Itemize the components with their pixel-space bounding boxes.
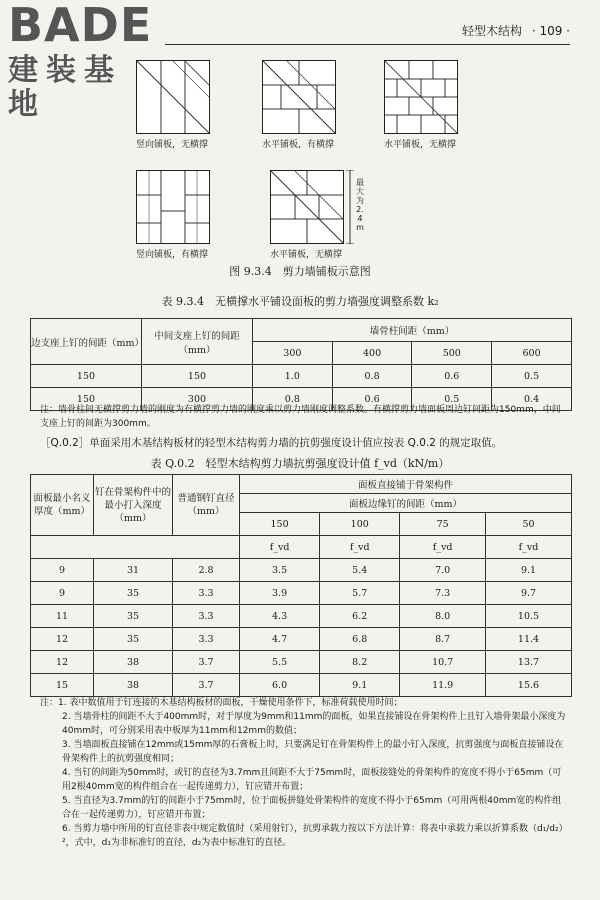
table-cell: 9 [31,582,94,605]
note-item: 3. 当墙面板直接铺在12mm或15mm厚的石膏板上时，只要满足钉在骨架构件上的最小钉入深度，抗剪强度与面板直接铺设在骨架构件上的抗剪强度相同； [62,740,564,764]
table2 [30,474,572,697]
table-cell: 6.2 [320,605,400,628]
figure-panel-horizontal-dimension [270,170,344,244]
table-cell: 8.2 [320,651,400,674]
table-cell: 10.7 [400,651,486,674]
table-cell: 10.5 [486,605,572,628]
table-cell: 35 [94,628,173,651]
table-cell: 5.7 [320,582,400,605]
figure-panel-horizontal-no-blocking [384,60,458,134]
table-cell: 2.8 [173,559,240,582]
table-cell: 0.8 [253,388,333,411]
table-cell: 3.3 [173,582,240,605]
table-cell: 0.5 [412,388,492,411]
table-cell: 35 [94,605,173,628]
table1-title: 表 9.3.4 无横撑水平铺设面板的剪力墙强度调整系数 k₂ [161,295,439,308]
table-cell: 3.3 [173,628,240,651]
table2-title: 表 Q.0.2 轻型木结构剪力墙抗剪强度设计值 f_vd（kN/m） [150,457,450,470]
note-item: 6. 当剪力墙中所用的钉直径非表中规定数值时（采用射钉），抗剪承载力按以下方法计算：将表中承载力乘以折算系数（d₁/d₂）²，式中，d₁为非标准钉的直径，d₂为表中标准钉的直径。 [62,824,568,848]
table-cell: 3.7 [173,651,240,674]
table-cell: 11.4 [486,628,572,651]
logo-text: BADE [8,0,153,52]
table-cell: 12 [31,628,94,651]
table-cell: 300 [142,388,253,411]
table2-header-diameter: 普通钢钉直径（mm） [173,475,240,536]
table-cell: 3.5 [240,559,320,582]
table-cell: 0.6 [412,365,492,388]
note-item: 5. 当直径为3.7mm的钉的间距小于75mm时，位于面板拼缝处骨架构件的宽度不得小于65mm（可用两根40mm宽的构件组合在一起传递剪力），钉应错开布置； [62,796,562,820]
table-row [31,628,572,651]
table-cell: 0.5 [492,365,572,388]
table1-spacing-header: 400 [332,342,412,365]
table-cell: 12 [31,651,94,674]
table2-header-sub: 面板边缘钉的间距（mm） [240,494,572,513]
note-item: 4. 当钉的间距为50mm时，或钉的直径为3.7mm且间距不大于75mm时，面板接缝处的骨架构件的宽度不得小于65mm（可用2根40mm宽的构件组合在一起传递剪力），钉应错开布置； [62,768,562,792]
figure-caption-4: 竖向铺板，有横撑 [135,250,208,260]
table-cell: 8.0 [400,605,486,628]
table-cell: 0.8 [332,365,412,388]
table2-spacing-header: 75 [400,513,486,536]
table2-unit: f_vd [240,536,320,559]
table-cell: 6.0 [240,674,320,697]
table1-header-stud: 墙骨柱间距（mm） [253,319,572,342]
table1-header-middle: 中间支座上钉的间距（mm） [142,319,253,365]
running-header [456,22,570,39]
clause-paragraph: ［Q.0.2］单面采用木基结构板材的轻型木结构剪力墙的抗剪强度设计值应按表 Q.0.2 的规定取值。 [40,437,503,449]
table1-spacing-header: 300 [253,342,333,365]
table-cell: 31 [94,559,173,582]
dimension-label: 最大为2.4m [356,178,364,232]
table1-spacing-header: 600 [492,342,572,365]
table-cell: 15 [31,674,94,697]
table-cell: 9.1 [486,559,572,582]
table-cell: 3.7 [173,674,240,697]
page-number: · 109 · [531,24,570,38]
figure-caption-5: 水平铺板，无横撑 [269,250,342,260]
logo-subtitle: 建装基地 [8,53,122,122]
table-row [31,582,572,605]
table-cell: 38 [94,651,173,674]
table-cell: 38 [94,674,173,697]
table-cell: 35 [94,582,173,605]
table2-notes [40,696,570,850]
table2-header-group: 面板直接铺于骨架构件 [240,475,572,494]
table-cell: 1.0 [253,365,333,388]
table2-header-depth: 钉在骨架构件中的最小打入深度（mm） [94,475,173,536]
table2-spacing-header: 50 [486,513,572,536]
table-cell: 9.1 [320,674,400,697]
table-cell: 9 [31,559,94,582]
table1-header-edge: 边支座上钉的间距（mm） [31,319,142,365]
table-row [31,559,572,582]
table-cell: 7.0 [400,559,486,582]
table2-unit: f_vd [400,536,486,559]
table-row [31,674,572,697]
header-rule [165,44,570,45]
figure-panel-vertical-no-blocking [136,60,210,134]
figure-caption-2: 水平铺板，有横撑 [261,140,334,150]
table-cell: 5.4 [320,559,400,582]
table-cell: 3.9 [240,582,320,605]
table-cell: 4.3 [240,605,320,628]
table-cell: 0.6 [332,388,412,411]
table-cell: 11 [31,605,94,628]
figure-panel-vertical-blocking [136,170,210,244]
table-cell: 3.3 [173,605,240,628]
table2-spacing-header: 100 [320,513,400,536]
table-cell: 5.5 [240,651,320,674]
table1-note: 注：墙骨柱间无横撑剪力墙的刚度为有横撑剪力墙的刚度乘以剪力墙刚度调整系数。有横撑剪力墙面板周边钉间距为150mm，中间支座上钉的间距为300mm。 [40,405,561,429]
table2-unit: f_vd [486,536,572,559]
section-title: 轻型木结构 [461,24,522,38]
table1 [30,318,572,411]
table-cell: 13.7 [486,651,572,674]
table2-unit: f_vd [320,536,400,559]
table-cell: 15.6 [486,674,572,697]
table2-spacing-header: 150 [240,513,320,536]
figure-caption-3: 水平铺板，无横撑 [383,140,456,150]
table2-header-thickness: 面板最小名义厚度（mm） [31,475,94,536]
table-cell: 11.9 [400,674,486,697]
table-cell: 150 [31,388,142,411]
table-row [31,365,572,388]
note-item: 2. 当墙骨柱的间距不大于400mm时，对于厚度为9mm和11mm的面板，如果直接铺设在骨架构件上且钉入墙骨架最小深度为40mm时，可分别采用表中板厚为11mm和12mm的数值； [62,712,566,736]
table-cell: 6.8 [320,628,400,651]
table-cell: 7.3 [400,582,486,605]
table1-spacing-header: 500 [412,342,492,365]
table-cell: 8.7 [400,628,486,651]
table-row [31,605,572,628]
table-cell: 0.4 [492,388,572,411]
note-item: 注：1. 表中数值用于钉连接的木基结构板材的面板，干燥使用条件下，标准荷载使用时间； [40,698,403,708]
figure-caption-1: 竖向铺板，无横撑 [135,140,208,150]
table-cell: 150 [142,365,253,388]
table-cell: 150 [31,365,142,388]
table-cell: 9.7 [486,582,572,605]
figure-panel-horizontal-blocking [262,60,336,134]
figure-title: 图 9.3.4 剪力墙铺板示意图 [229,265,371,278]
table-cell: 4.7 [240,628,320,651]
table-row [31,651,572,674]
